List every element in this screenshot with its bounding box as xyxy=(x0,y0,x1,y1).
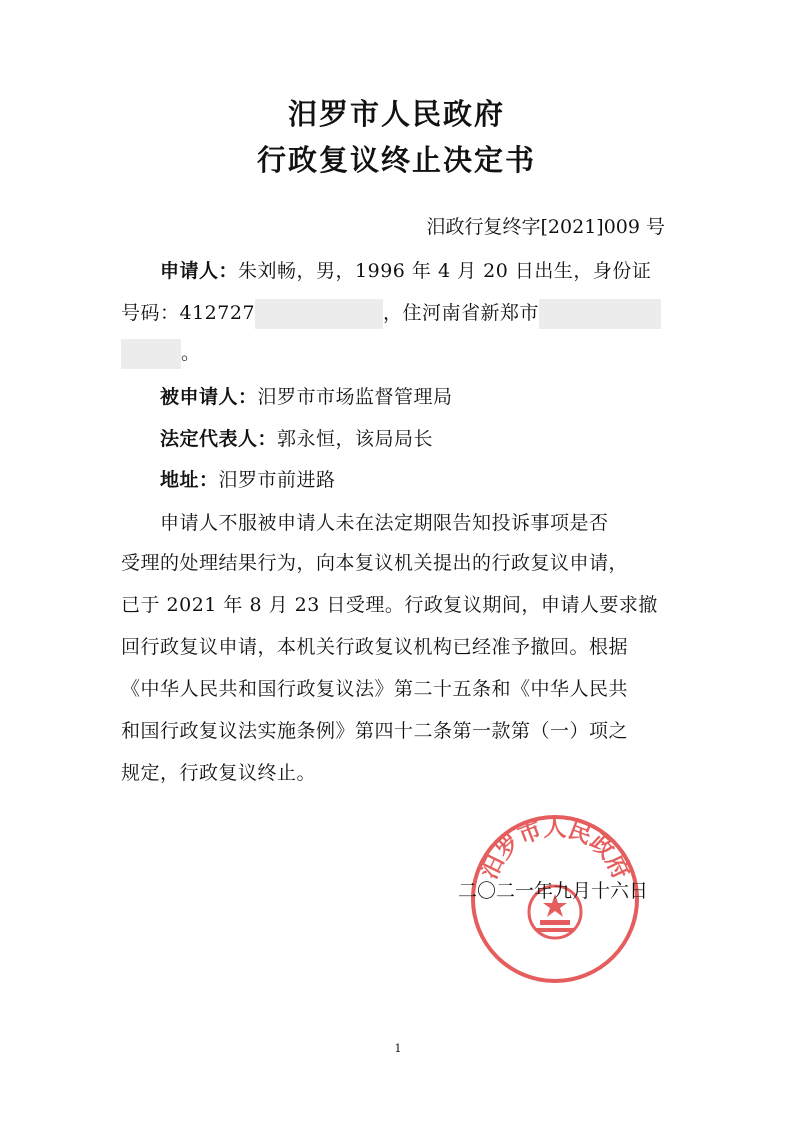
document-title-line1: 汨罗市人民政府 xyxy=(287,97,505,131)
body-line: 已于 2021 年 8 月 23 日受理。行政复议期间，申请人要求撤 xyxy=(121,594,658,616)
svg-text:汨罗市人民政府 xyxy=(476,816,634,884)
address-value: 汨罗市前进路 xyxy=(218,469,336,491)
applicant-address-start: ，住河南省新郑市 xyxy=(383,302,540,324)
legal-rep-value: 郭永恒，该局局长 xyxy=(277,428,434,450)
applicant-address-end: 。 xyxy=(181,342,201,364)
body-line: 规定，行政复议终止。 xyxy=(121,762,317,784)
body-line: 《中华人民共和国行政复议法》第二十五条和《中华人民共 xyxy=(121,678,629,700)
body-line: 申请人不服被申请人未在法定期限告知投诉事项是否 xyxy=(160,512,609,534)
respondent-line xyxy=(160,382,453,409)
redaction-box xyxy=(255,299,383,329)
applicant-label: 申请人： xyxy=(160,260,239,282)
address-line xyxy=(160,465,336,492)
document-title-line2: 行政复议终止决定书 xyxy=(256,143,536,177)
applicant-text: 朱刘畅，男，1996 年 4 月 20 日出生，身份证 xyxy=(238,260,652,282)
address-label: 地址： xyxy=(160,469,219,491)
legal-rep-label: 法定代表人： xyxy=(160,428,278,450)
redaction-box xyxy=(121,339,181,369)
applicant-line-2 xyxy=(121,298,661,329)
body-line: 回行政复议申请，本机关行政复议机构已经准予撤回。根据 xyxy=(121,636,629,658)
applicant-line-3 xyxy=(121,338,201,369)
respondent-value: 汨罗市市场监督管理局 xyxy=(257,386,453,408)
redaction-box xyxy=(539,299,661,329)
respondent-label: 被申请人： xyxy=(160,386,258,408)
decision-date: 二〇二一年九月十六日 xyxy=(458,880,649,902)
seal-text: 汨罗市人民政府 xyxy=(476,815,634,884)
legal-rep-line xyxy=(160,424,433,451)
document-number: 汨政行复终字[2021]009 号 xyxy=(426,216,665,238)
applicant-line-1 xyxy=(160,256,651,283)
page-number: 1 xyxy=(394,1042,402,1055)
body-line: 受理的处理结果行为，向本复议机关提出的行政复议申请， xyxy=(121,552,629,574)
body-line: 和国行政复议法实施条例》第四十二条第一款第（一）项之 xyxy=(121,720,629,742)
applicant-id-prefix: 号码：412727 xyxy=(121,302,256,324)
